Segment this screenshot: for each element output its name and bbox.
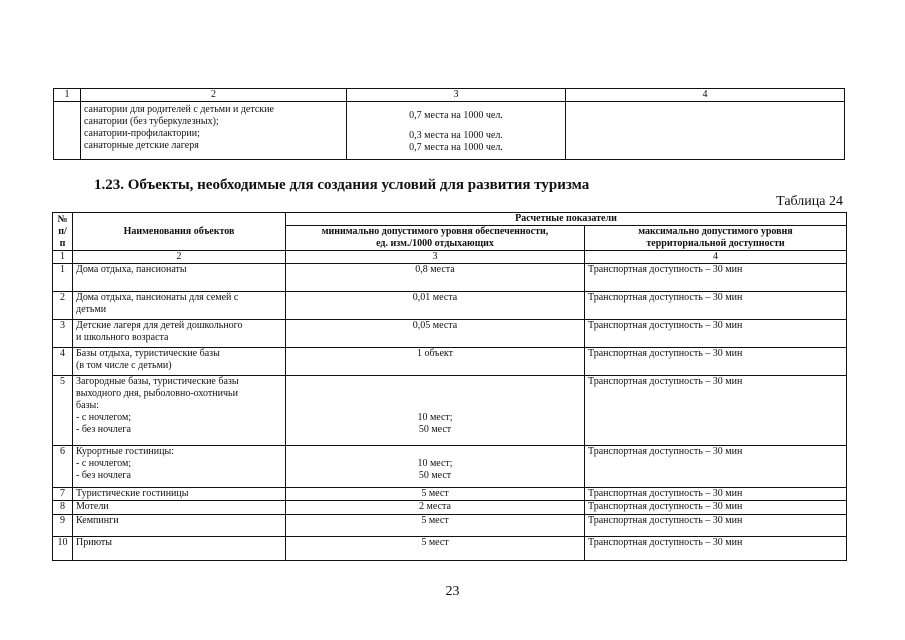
row-name: Базы отдыха, туристические базы (в том числе с детьми) <box>73 348 286 376</box>
header-min: минимально допустимого уровня обеспеченности, ед. изм./1000 отдыхающих <box>286 226 585 251</box>
page-number: 23 <box>445 584 460 599</box>
row-access: Транспортная доступность – 30 мин <box>585 501 847 515</box>
header-max: максимально допустимого уровня территориальной доступности <box>585 226 847 251</box>
colnum-cell: 1 <box>53 251 73 264</box>
value-line: 0,3 места на 1000 чел. <box>409 130 503 141</box>
row-value: 10 мест; 50 мест <box>286 446 585 488</box>
row-access: Транспортная доступность – 30 мин <box>585 292 847 320</box>
access-cell <box>566 102 845 160</box>
row-num: 3 <box>53 320 73 348</box>
row-name: Туристические гостиницы <box>73 488 286 501</box>
row-access: Транспортная доступность – 30 мин <box>585 264 847 292</box>
table-row <box>53 537 847 561</box>
header-name: Наименования объектов <box>73 213 286 251</box>
tourism-objects-table <box>52 212 847 561</box>
name-line: санатории для родителей с детьми и детские <box>84 104 274 115</box>
column-number-row <box>53 251 847 264</box>
row-num: 9 <box>53 515 73 537</box>
continuation-table <box>53 88 845 160</box>
row-name: Кемпинги <box>73 515 286 537</box>
colnum-cell: 4 <box>566 89 845 102</box>
colnum-cell: 3 <box>347 89 566 102</box>
row-value: 5 мест <box>286 488 585 501</box>
row-value: 0,01 места <box>286 292 585 320</box>
row-num: 6 <box>53 446 73 488</box>
row-value: 0,05 места <box>286 320 585 348</box>
row-value: 10 мест; 50 мест <box>286 376 585 446</box>
table-row <box>53 264 847 292</box>
colnum-cell: 4 <box>585 251 847 264</box>
table-row <box>54 102 845 160</box>
colnum-cell: 2 <box>73 251 286 264</box>
header-num: № п/п <box>53 213 73 251</box>
table-caption: Таблица 24 <box>776 194 843 209</box>
row-name: Детские лагеря для детей дошкольного и школьного возраста <box>73 320 286 348</box>
column-number-row <box>54 89 845 102</box>
colnum-cell: 3 <box>286 251 585 264</box>
row-value: 5 мест <box>286 537 585 561</box>
header-group: Расчетные показатели <box>286 213 847 226</box>
colnum-cell: 2 <box>81 89 347 102</box>
row-name: Курортные гостиницы: - с ночлегом; - без ночлега <box>73 446 286 488</box>
table-row <box>53 446 847 488</box>
row-access: Транспортная доступность – 30 мин <box>585 376 847 446</box>
row-name: Приюты <box>73 537 286 561</box>
table-row <box>53 348 847 376</box>
row-access: Транспортная доступность – 30 мин <box>585 537 847 561</box>
name-line: санатории (без туберкулезных); <box>84 116 219 127</box>
section-heading: 1.23. Объекты, необходимые для создания условий для развития туризма <box>94 177 590 193</box>
name-line: санатории-профилактории; <box>84 128 200 139</box>
row-name: Загородные базы, туристические базы выходного дня, рыболовно-охотничьи базы: - с ночлегом; - без ночлега <box>73 376 286 446</box>
value-line: 0,7 места на 1000 чел. <box>409 142 503 153</box>
row-access: Транспортная доступность – 30 мин <box>585 488 847 501</box>
value-line: 0,7 места на 1000 чел. <box>409 110 503 121</box>
row-num: 10 <box>53 537 73 561</box>
row-value: 1 объект <box>286 348 585 376</box>
table-row <box>53 501 847 515</box>
row-access: Транспортная доступность – 30 мин <box>585 320 847 348</box>
colnum-cell: 1 <box>54 89 81 102</box>
row-num: 8 <box>53 501 73 515</box>
table-row <box>53 292 847 320</box>
table-row <box>53 376 847 446</box>
row-access: Транспортная доступность – 30 мин <box>585 446 847 488</box>
row-access: Транспортная доступность – 30 мин <box>585 515 847 537</box>
row-num: 1 <box>53 264 73 292</box>
row-value: 2 места <box>286 501 585 515</box>
num-cell <box>54 102 81 160</box>
name-cell <box>81 102 347 160</box>
name-line: санаторные детские лагеря <box>84 140 199 151</box>
row-num: 7 <box>53 488 73 501</box>
row-access: Транспортная доступность – 30 мин <box>585 348 847 376</box>
row-num: 4 <box>53 348 73 376</box>
row-num: 2 <box>53 292 73 320</box>
table-row <box>53 320 847 348</box>
header-row <box>53 213 847 226</box>
row-name: Дома отдыха, пансионаты <box>73 264 286 292</box>
row-value: 5 мест <box>286 515 585 537</box>
value-cell <box>347 102 566 160</box>
row-name: Мотели <box>73 501 286 515</box>
table-row <box>53 488 847 501</box>
spacer <box>350 122 562 130</box>
row-num: 5 <box>53 376 73 446</box>
row-name: Дома отдыха, пансионаты для семей с детьми <box>73 292 286 320</box>
table-row <box>53 515 847 537</box>
row-value: 0,8 места <box>286 264 585 292</box>
